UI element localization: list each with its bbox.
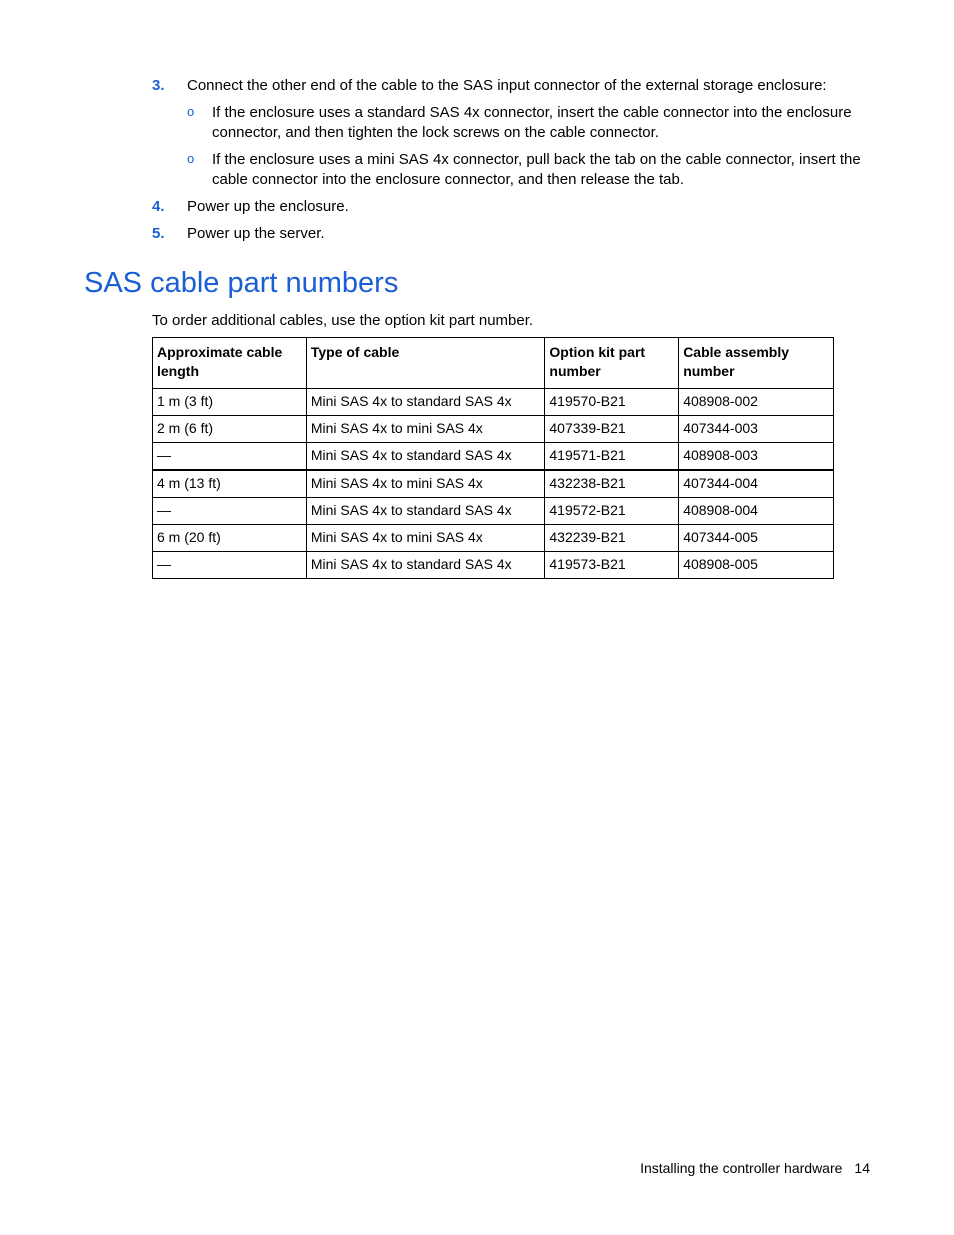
cell-option-kit: 407339-B21 <box>545 416 679 443</box>
table-row <box>153 552 834 579</box>
table-row <box>153 416 834 443</box>
table-header-row <box>153 338 834 389</box>
cell-length: — <box>153 552 307 579</box>
cell-length: 1 m (3 ft) <box>153 389 307 416</box>
cell-assembly: 408908-005 <box>679 552 834 579</box>
cell-length: — <box>153 443 307 471</box>
table-row <box>153 525 834 552</box>
column-header-length: Approximate cable length <box>153 338 307 389</box>
cell-option-kit: 419571-B21 <box>545 443 679 471</box>
step-number: 4. <box>152 198 165 215</box>
table-row <box>153 470 834 498</box>
cell-assembly: 407344-005 <box>679 525 834 552</box>
table-row <box>153 443 834 471</box>
cell-option-kit: 432239-B21 <box>545 525 679 552</box>
cell-assembly: 408908-002 <box>679 389 834 416</box>
cell-option-kit: 419572-B21 <box>545 498 679 525</box>
cell-length: 6 m (20 ft) <box>153 525 307 552</box>
step-number: 3. <box>152 77 165 94</box>
cell-option-kit: 419573-B21 <box>545 552 679 579</box>
cell-assembly: 408908-003 <box>679 443 834 471</box>
cell-option-kit: 432238-B21 <box>545 470 679 498</box>
cell-type: Mini SAS 4x to mini SAS 4x <box>306 525 545 552</box>
cell-option-kit: 419570-B21 <box>545 389 679 416</box>
bullet-marker: o <box>187 104 195 119</box>
section-intro: To order additional cables, use the option kit part number. <box>152 312 534 329</box>
bullet-text: If the enclosure uses a mini SAS 4x connector, pull back the tab on the cable connector, insert the cable connector into the enclosure connector, and then release the tab. <box>212 151 861 188</box>
table-row <box>153 498 834 525</box>
page-number: 14 <box>854 1160 870 1176</box>
cell-type: Mini SAS 4x to standard SAS 4x <box>306 498 545 525</box>
column-header-type: Type of cable <box>306 338 545 389</box>
step-number: 5. <box>152 225 165 242</box>
table-row <box>153 389 834 416</box>
cell-assembly: 407344-003 <box>679 416 834 443</box>
cell-assembly: 408908-004 <box>679 498 834 525</box>
page-footer <box>0 1159 870 1177</box>
section-title: SAS cable part numbers <box>84 267 399 299</box>
column-header-assembly: Cable assembly number <box>679 338 834 389</box>
cell-type: Mini SAS 4x to standard SAS 4x <box>306 552 545 579</box>
bullet-marker: o <box>187 151 195 166</box>
cell-type: Mini SAS 4x to standard SAS 4x <box>306 443 545 471</box>
step-text: Power up the server. <box>187 225 325 242</box>
bullet-text: If the enclosure uses a standard SAS 4x connector, insert the cable connector into the enclosure connector, and then tighten the lock screws on the cable connector. <box>212 104 852 141</box>
cell-length: 2 m (6 ft) <box>153 416 307 443</box>
column-header-option-kit: Option kit part number <box>545 338 679 389</box>
footer-section-name: Installing the controller hardware <box>640 1160 843 1176</box>
cell-type: Mini SAS 4x to mini SAS 4x <box>306 470 545 498</box>
cable-part-numbers-table <box>152 337 834 579</box>
step-text: Power up the enclosure. <box>187 198 349 215</box>
cell-type: Mini SAS 4x to standard SAS 4x <box>306 389 545 416</box>
cell-assembly: 407344-004 <box>679 470 834 498</box>
cell-length: — <box>153 498 307 525</box>
cell-length: 4 m (13 ft) <box>153 470 307 498</box>
step-text: Connect the other end of the cable to the SAS input connector of the external storage enclosure: <box>187 77 827 94</box>
cell-type: Mini SAS 4x to mini SAS 4x <box>306 416 545 443</box>
